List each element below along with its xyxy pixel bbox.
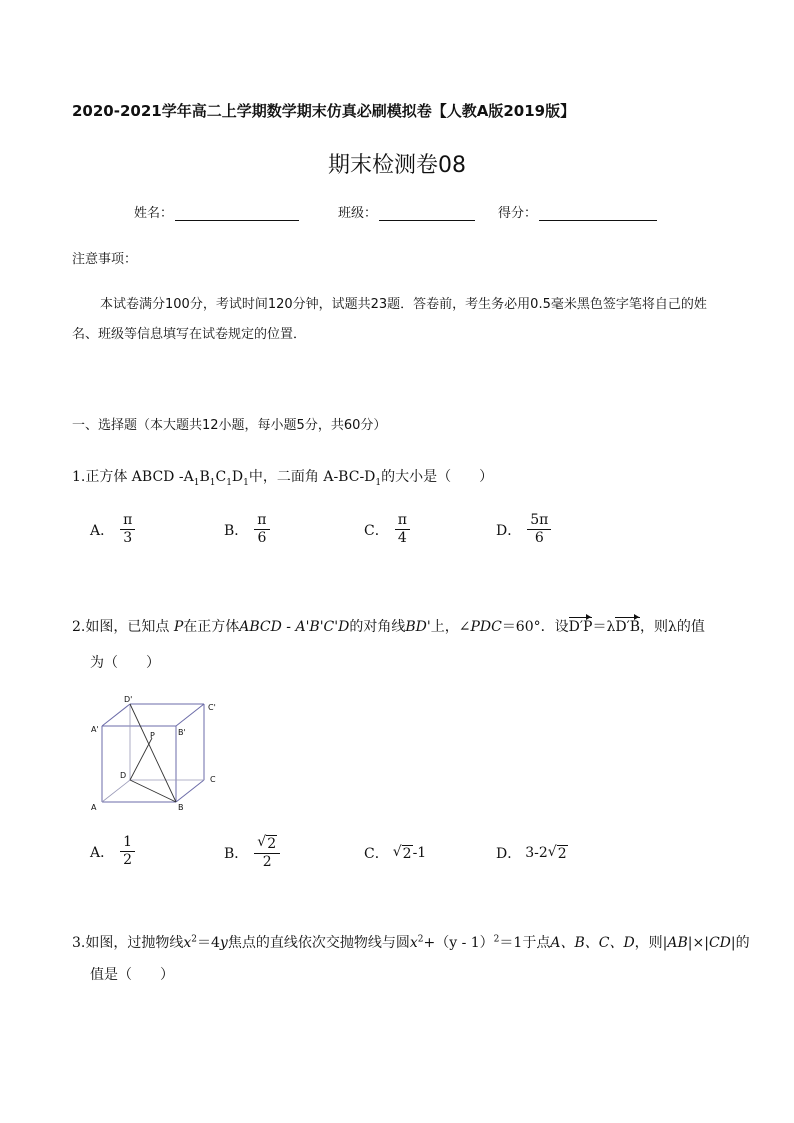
label-c1: C'	[208, 703, 216, 712]
q1-option-b[interactable]: B． $\frac{\pi}{6}$	[224, 512, 270, 547]
class-blank[interactable]	[379, 206, 475, 221]
question-1: 1.正方体 ABCD $-A_1B_1C_1D_1$中，二面角 $A-BC-D_1$的大小是（ ）	[72, 469, 494, 488]
label-a1: A'	[91, 725, 99, 734]
segment-db	[130, 780, 176, 802]
cube-figure	[88, 692, 228, 816]
question-2: 2.如图，已知点 P在正方体ABCD - A'B'C'D的对角线BD'上，∠PDC＝60°．设D′P＝λD′B，则λ的值	[72, 619, 705, 635]
label-d1: D'	[124, 695, 133, 704]
question-3: 3.如图，过抛物线$x^2=4y$焦点的直线依次交抛物线与圆$x^2+(y - 1)^2=1$于点A、B、C、D，则|AB|×|CD|的	[72, 934, 750, 951]
q1-option-d[interactable]: D． $\frac{5\pi}{6}$	[496, 512, 551, 547]
q2-option-c[interactable]: C． √ 2 -1	[364, 844, 427, 862]
label-d: D	[120, 771, 127, 780]
q2-option-d[interactable]: D． 3-2 √ 2	[496, 844, 567, 862]
name-blank[interactable]	[175, 206, 299, 221]
name-label: 姓名：	[134, 206, 174, 221]
q2-option-b[interactable]: B． √ 2 2	[224, 834, 280, 871]
question-2-line2: 为（ ）	[90, 655, 160, 671]
edge-a1d1	[102, 704, 130, 726]
q1-option-a[interactable]: A． $\frac{\pi}{3}$	[90, 512, 135, 547]
edge-ad-hidden	[102, 780, 130, 802]
segment-dp	[130, 738, 152, 780]
q2-option-a[interactable]: A． $\frac{1}{2}$	[90, 834, 135, 869]
edge-b1c1	[176, 704, 204, 726]
question-3-line2: 值是（ ）	[90, 967, 174, 983]
score-blank[interactable]	[539, 206, 657, 221]
label-p: P	[150, 731, 155, 740]
class-field	[338, 202, 475, 221]
diagonal-d1b	[130, 704, 176, 802]
label-b: B	[178, 803, 184, 812]
edge-bc	[176, 780, 204, 802]
instructions: 本试卷满分100分，考试时间120分钟，试题共23题．答卷前，考生务必用0.5毫米黑色签字笔将自己的姓名、班级等信息填写在试卷规定的位置．	[72, 297, 707, 342]
name-field	[134, 202, 299, 221]
section-title: 一、选择题（本大题共12小题，每小题5分，共60分）	[72, 418, 387, 433]
q1-option-c[interactable]: C． $\frac{\pi}{4}$	[364, 512, 410, 547]
label-b1: B'	[178, 728, 186, 737]
label-a: A	[91, 803, 97, 812]
series-title: 2020-2021学年高二上学期数学期末仿真必刷模拟卷【人教A版2019版】	[72, 102, 576, 120]
label-c: C	[210, 775, 216, 784]
notes-heading: 注意事项：	[72, 252, 138, 267]
score-label: 得分：	[498, 206, 538, 221]
score-field	[498, 202, 657, 221]
page-title: 期末检测卷08	[328, 153, 466, 178]
class-label: 班级：	[338, 206, 378, 221]
